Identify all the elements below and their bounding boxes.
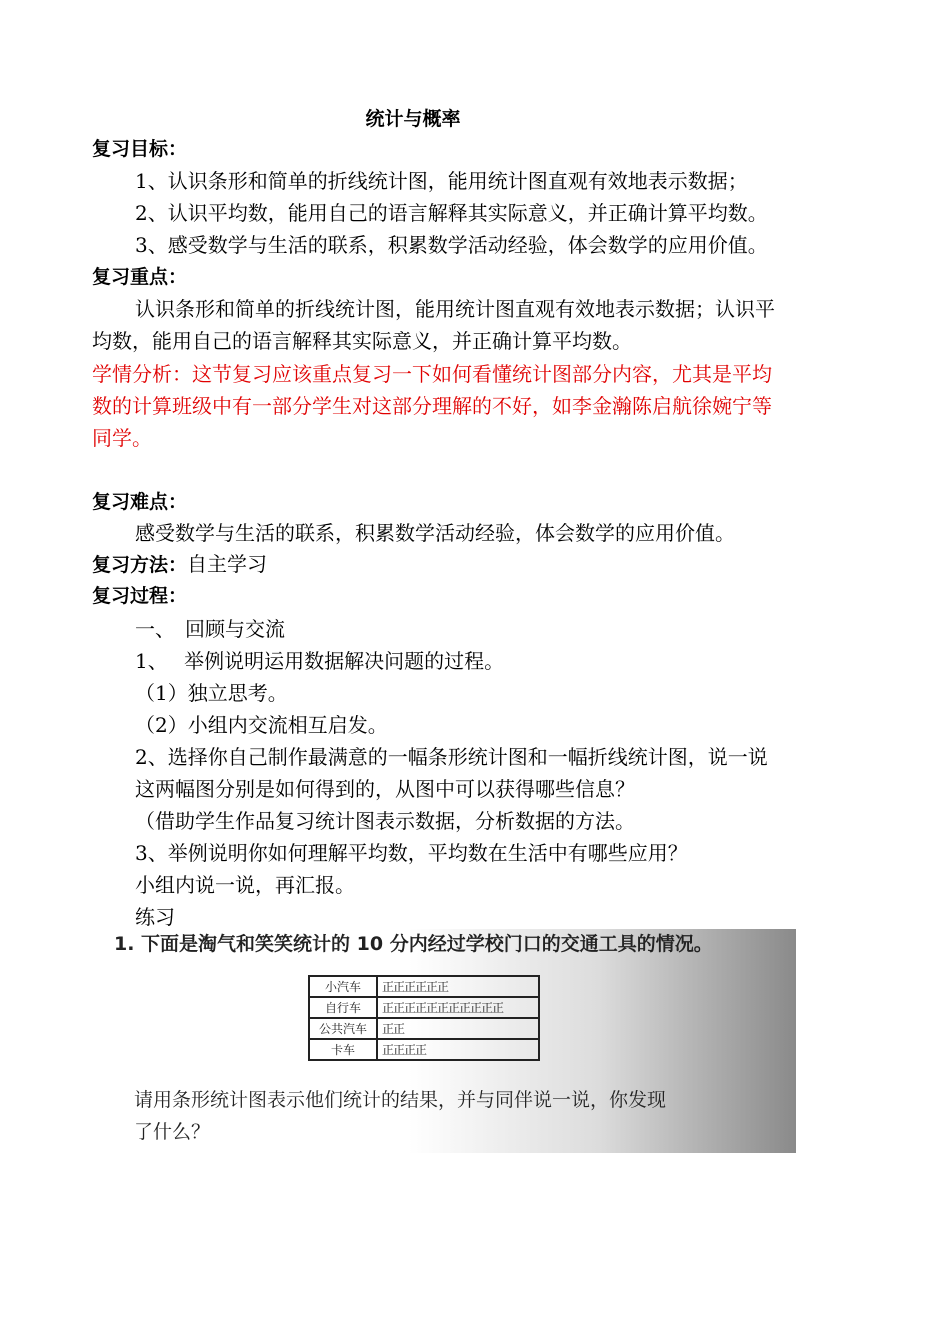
table-row xyxy=(309,1018,539,1039)
tally-marks: 正正正正正正 xyxy=(377,976,539,997)
process-line-9: 小组内说一说，再汇报。 xyxy=(135,873,355,897)
process-line-4: （2）小组内交流相互启发。 xyxy=(135,713,388,737)
exercise-image xyxy=(92,929,796,1153)
vehicle-label: 卡车 xyxy=(309,1039,377,1060)
analysis-line-2: 数的计算班级中有一部分学生对这部分理解的不好，如李金瀚陈启航徐婉宁等 xyxy=(92,394,772,418)
goals-heading: 复习目标： xyxy=(92,138,188,160)
vehicle-label: 公共汽车 xyxy=(309,1018,377,1039)
exercise-question: 1. 下面是淘气和笑笑统计的 10 分内经过学校门口的交通工具的情况。 xyxy=(114,933,713,955)
vehicle-label: 自行车 xyxy=(309,997,377,1018)
tally-marks: 正正正正 xyxy=(377,1039,539,1060)
method-text: 自主学习 xyxy=(187,552,268,576)
analysis-line-1: 学情分析：这节复习应该重点复习一下如何看懂统计图部分内容，尤其是平均 xyxy=(92,362,772,386)
goal-item-1: 1、认识条形和简单的折线统计图，能用统计图直观有效地表示数据； xyxy=(135,169,748,193)
process-line-6: 这两幅图分别是如何得到的，从图中可以获得哪些信息？ xyxy=(135,777,635,801)
process-line-5: 2、选择你自己制作最满意的一幅条形统计图和一幅折线统计图，说一说 xyxy=(135,745,768,769)
difficulty-text: 感受数学与生活的联系，积累数学活动经验，体会数学的应用价值。 xyxy=(135,521,735,545)
exercise-prompt-line-1: 请用条形统计图表示他们统计的结果，并与同伴说一说，你发现 xyxy=(134,1089,667,1111)
table-row xyxy=(309,997,539,1018)
method-heading: 复习方法： xyxy=(92,554,188,576)
tally-marks: 正正 xyxy=(377,1018,539,1039)
process-line-7: （借助学生作品复习统计图表示数据，分析数据的方法。 xyxy=(135,809,635,833)
method-line xyxy=(92,550,267,579)
process-line-2: 1、 举例说明运用数据解决问题的过程。 xyxy=(135,649,505,673)
difficulty-heading: 复习难点： xyxy=(92,491,188,513)
analysis-line-3: 同学。 xyxy=(92,426,152,450)
exercise-prompt-line-2: 了什么？ xyxy=(134,1121,211,1143)
goal-item-3: 3、感受数学与生活的联系，积累数学活动经验，体会数学的应用价值。 xyxy=(135,233,768,257)
table-row xyxy=(309,1039,539,1060)
process-line-3: （1）独立思考。 xyxy=(135,681,288,705)
focus-line-1: 认识条形和简单的折线统计图，能用统计图直观有效地表示数据；认识平 xyxy=(135,297,775,321)
process-line-8: 3、举例说明你如何理解平均数，平均数在生活中有哪些应用？ xyxy=(135,841,688,865)
process-line-10: 练习 xyxy=(135,905,175,929)
table-row xyxy=(309,976,539,997)
page-title: 统计与概率 xyxy=(365,108,461,130)
goal-item-2: 2、认识平均数，能用自己的语言解释其实际意义，并正确计算平均数。 xyxy=(135,201,768,225)
vehicle-label: 小汽车 xyxy=(309,976,377,997)
process-heading: 复习过程： xyxy=(92,585,188,607)
tally-table xyxy=(308,975,540,1061)
focus-line-2: 均数，能用自己的语言解释其实际意义，并正确计算平均数。 xyxy=(92,329,632,353)
process-line-1: 一、 回顾与交流 xyxy=(135,617,285,641)
tally-marks: 正正正正正正正正正正正 xyxy=(377,997,539,1018)
focus-heading: 复习重点： xyxy=(92,266,188,288)
